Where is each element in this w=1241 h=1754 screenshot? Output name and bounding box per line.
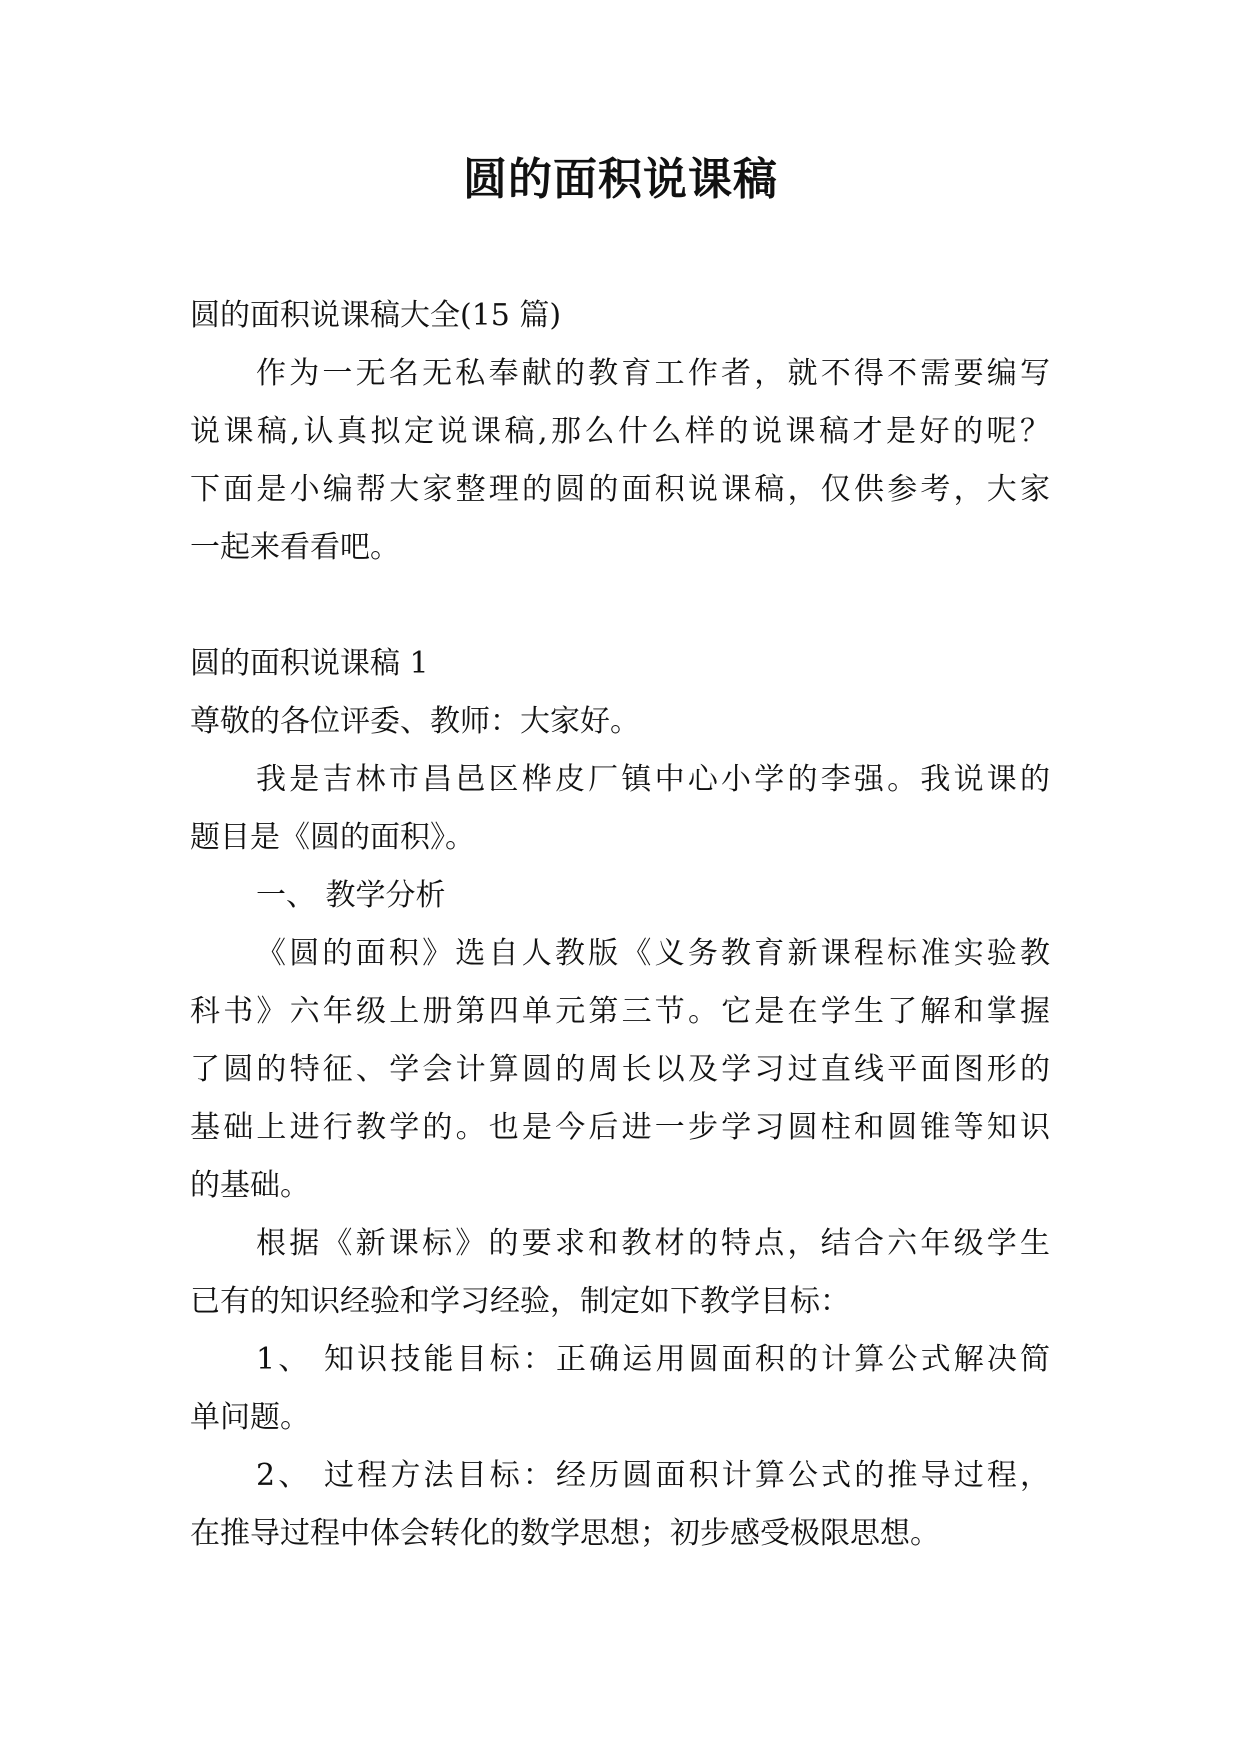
goal-2-paragraph [190, 1447, 1050, 1563]
goal-1-line-2: 单问题。 [190, 1400, 310, 1435]
self-intro-line-1: 我是吉林市昌邑区桦皮厂镇中心小学的李强。我说课的 [256, 762, 1050, 797]
goal-1-paragraph [190, 1331, 1050, 1447]
intro-line-3: 下面是小编帮大家整理的圆的面积说课稿，仅供参考，大家 [190, 472, 1050, 507]
analysis-line-3: 了圆的特征、学会计算圆的周长以及学习过直线平面图形的 [190, 1052, 1050, 1087]
spacer [190, 577, 1050, 635]
subtitle: 圆的面积说课稿大全(15 篇) [190, 298, 562, 333]
intro-line-4: 一起来看看吧。 [190, 530, 400, 565]
intro-paragraph [190, 345, 1050, 577]
analysis-line-5: 的基础。 [190, 1168, 310, 1203]
part-one-heading: 一、 教学分析 [256, 878, 446, 913]
goals-intro-paragraph [190, 1215, 1050, 1331]
goal-2-line-1: 2、 过程方法目标：经历圆面积计算公式的推导过程， [256, 1458, 1050, 1493]
analysis-paragraph [190, 925, 1050, 1215]
document-title: 圆的面积说课稿 [463, 154, 778, 205]
goals-intro-line-1: 根据《新课标》的要求和教材的特点，结合六年级学生 [256, 1226, 1050, 1261]
section-heading: 圆的面积说课稿 1 [190, 646, 429, 681]
goals-intro-line-2: 已有的知识经验和学习经验，制定如下教学目标： [190, 1284, 850, 1319]
analysis-line-2: 科书》六年级上册第四单元第三节。它是在学生了解和掌握 [190, 994, 1050, 1029]
self-intro-paragraph [190, 751, 1050, 867]
document-body [190, 287, 1050, 1563]
intro-line-1: 作为一无名无私奉献的教育工作者，就不得不需要编写 [256, 356, 1050, 391]
analysis-line-4: 基础上进行教学的。也是今后进一步学习圆柱和圆锥等知识 [190, 1110, 1050, 1145]
greeting: 尊敬的各位评委、教师：大家好。 [190, 704, 640, 739]
analysis-line-1: 《圆的面积》选自人教版《义务教育新课程标准实验教 [256, 936, 1050, 971]
self-intro-line-2: 题目是《圆的面积》。 [190, 820, 475, 855]
intro-line-2: 说课稿,认真拟定说课稿,那么什么样的说课稿才是好的呢？ [190, 414, 1050, 449]
goal-2-line-2: 在推导过程中体会转化的数学思想；初步感受极限思想。 [190, 1516, 940, 1551]
goal-1-line-1: 1、 知识技能目标：正确运用圆面积的计算公式解决简 [256, 1342, 1050, 1377]
